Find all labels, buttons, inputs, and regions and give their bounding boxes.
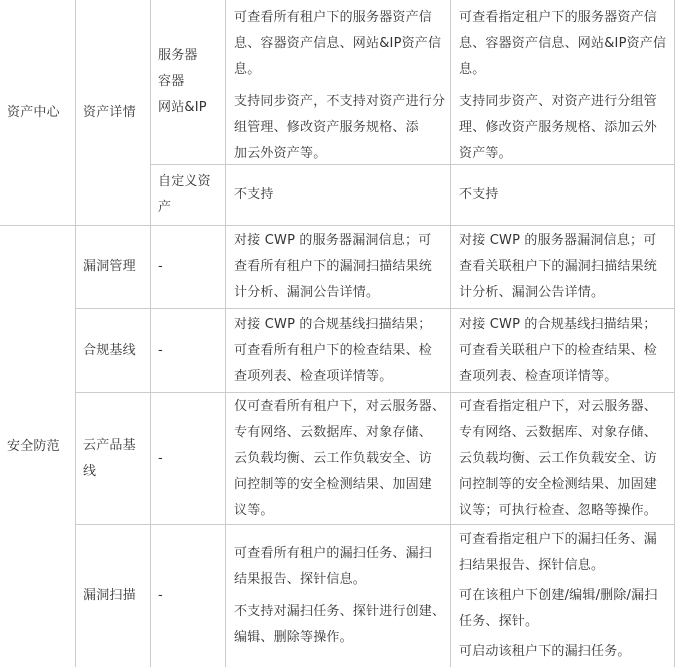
scope-line: 容器 [158,74,185,89]
description-text: 对接 CWP 的合规基线扫描结果； 可查看所有租户下的检查结果、检 查项列表、检查项详情等。 [234,316,433,384]
description-text: 仅可查看所有租户下，对云服务器、 专有网络、云数据库、对象存储、 云负载均衡、云工作负载安全、访 问控制等的安全检测结果、加固建 议等。 [234,398,446,518]
description-text: 对接 CWP 的合规基线扫描结果； 可查看关联租户下的检查结果、检 查项列表、检查项详情等。 [459,316,658,384]
scope-label: - [158,259,163,274]
description-text: 支持同步资产，不支持对资产进行分 组管理、修改资产服务规格、添 加云外资产等。 [234,94,446,161]
scope-label: - [158,450,163,466]
desc-cell-all-tenants [226,393,450,524]
description-text: 可在该租户下创建/编辑/删除/漏扫 任务、探针。 [459,588,658,629]
description-text: 可查看指定租户下的服务器资产信 息、容器资产信息、网站&IP资产信 息。 [459,10,667,77]
feature-label: 漏洞管理 [83,259,136,274]
category-label: 安全防范 [7,438,60,454]
description-text: 可启动该租户下的漏扫任务。 [459,644,631,659]
feature-label: 漏洞扫描 [83,588,136,603]
desc-cell-all-tenants [226,5,450,167]
feature-label: 云产品基 线 [83,437,136,479]
desc-cell-specified-tenant [451,165,674,225]
description-text: 可查看指定租户下，对云服务器、 专有网络、云数据库、对象存储、 云负载均衡、云工作负载安全、访 问控制等的安全检测结果、加固建 议等；可执行检查、忽略等操作。 [459,398,658,518]
description-text: 可查看所有租户的漏扫任务、漏扫 结果报告、探针信息。 [234,546,433,587]
category-cell-security [0,226,75,667]
scope-label: 自定义资 产 [158,174,211,215]
desc-cell-specified-tenant [451,309,674,392]
description-text: 可查看所有租户下的服务器资产信 息、容器资产信息、网站&IP资产信 息。 [234,10,442,77]
scope-label: - [158,342,163,358]
description-text: 对接 CWP 的服务器漏洞信息；可 查看所有租户下的漏洞扫描结果统 计分析、漏洞公告详情。 [234,233,433,300]
desc-cell-all-tenants [226,226,450,308]
desc-cell-specified-tenant [451,226,674,308]
scope-cell [151,393,225,524]
feature-label: 资产详情 [83,104,136,120]
desc-cell-all-tenants [226,165,450,225]
description-text: 不支持 [459,187,499,202]
description-text: 支持同步资产、对资产进行分组管 理、修改资产服务规格、添加云外 资产等。 [459,94,658,161]
category-label: 资产中心 [7,104,60,120]
feature-cell-vuln-mgmt [76,226,150,308]
feature-cell-vuln-scan [76,525,150,667]
feature-cell-asset-detail [76,0,150,225]
desc-cell-specified-tenant [451,527,674,665]
desc-cell-specified-tenant [451,393,674,524]
scope-cell-server [151,0,225,164]
scope-cell [151,226,225,308]
desc-cell-specified-tenant [451,5,674,167]
scope-line: 网站&IP [158,100,207,115]
desc-cell-all-tenants [226,525,450,667]
description-text: 不支持 [234,187,274,202]
feature-cell-baseline [76,309,150,392]
scope-label: - [158,588,163,603]
description-text: 不支持对漏扫任务、探针进行创建、 编辑、删除等操作。 [234,604,446,645]
description-text: 可查看指定租户下的漏扫任务、漏 扫结果报告、探针信息。 [459,532,658,573]
feature-cell-cloud-baseline [76,393,150,524]
scope-cell-custom-asset [151,165,225,225]
category-cell-asset-center [0,0,75,225]
scope-cell [151,525,225,667]
desc-cell-all-tenants [226,309,450,392]
scope-line: 服务器 [158,48,198,63]
scope-cell [151,309,225,392]
description-text: 对接 CWP 的服务器漏洞信息；可 查看关联租户下的漏洞扫描结果统 计分析、漏洞公告详情。 [459,233,658,300]
feature-label: 合规基线 [83,342,136,358]
